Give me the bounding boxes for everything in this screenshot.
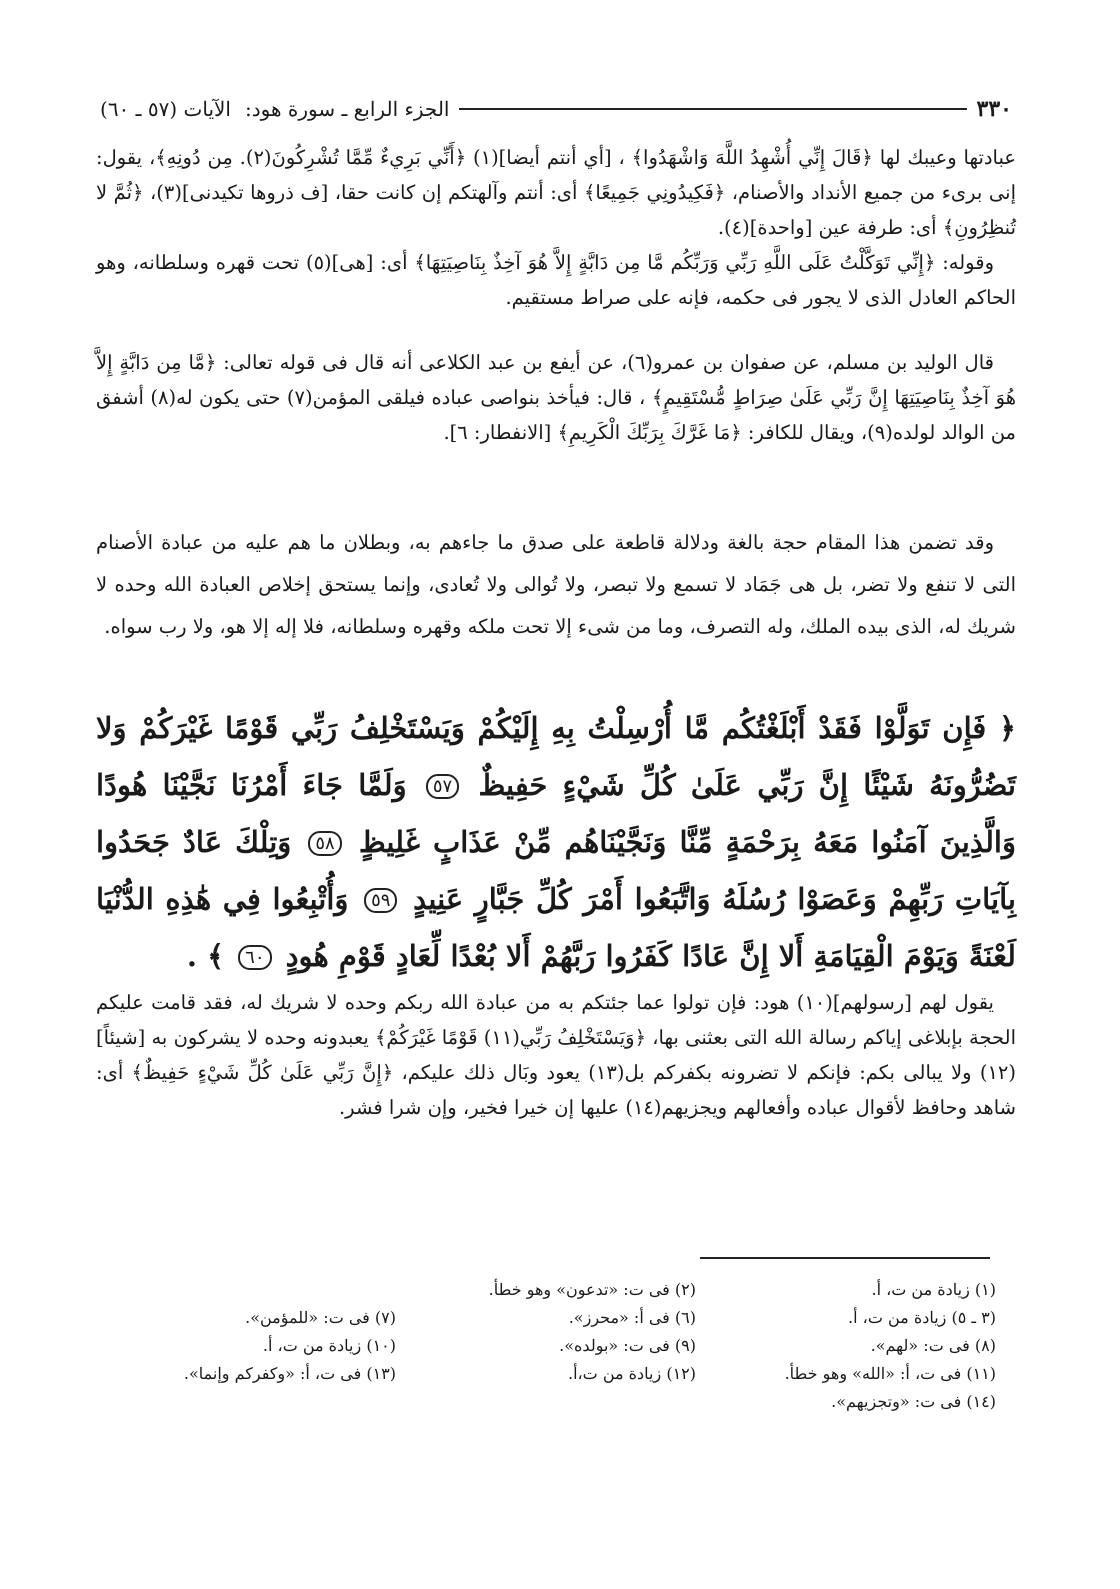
paragraph: يقول لهم [رسولهم](١٠) هود: فإن تولوا عما جئتكم به من عبادة الله ربكم وحده لا شريك له، فقد قامت عليكم الحجة بإبلاغى إياكم رسالة الله التى بعثنى بها، ﴿وَيَسْتَخْلِفُ رَبِّي(١١) قَوْمًا غَيْرَكُمْ﴾ يعبدونه وحده لا يشركون به [شيئاً](١٢) ولا يبالى بكم: فإنكم لا تضرونه بكفركم بل(١٣) يعود وبَال ذلك عليكم، ﴿إِنَّ رَبِّي عَلَىٰ كُلِّ شَيْءٍ حَفِيظٌ﴾ أى: شاهد وحافظ لأقوال عباده وأفعالهم ويجزيهم(١٤) عليها إن خيرا فخير، وإن شرا فشر. — [96, 991, 1016, 1119]
verse-text: فَإِن تَوَلَّوْا فَقَدْ أَبْلَغْتُكُم مَّا أُرْسِلْتُ بِهِ إِلَيْكُمْ وَيَسْتَخْلِفُ رَبِّي قَوْمًا غَيْرَكُمْ وَلا تَضُرُّونَهُ شَيْئًا إِنَّ رَبِّي عَلَىٰ كُلِّ شَيْءٍ حَفِيظٌ — [96, 711, 1016, 802]
footnote-row — [96, 1276, 996, 1304]
paragraph: عبادتها وعيبك لها ﴿قَالَ إِنِّي أُشْهِدُ اللَّهَ وَاشْهَدُوا﴾ ، [أي أنتم أيضا](١) ﴿أَنِّي بَرِيءٌ مِّمَّا تُشْرِكُونَ(٢). مِن دُونِهِ﴾، يقول: إنى برىء من جميع الأنداد والأصنام، ﴿فَكِيدُونِي جَمِيعًا﴾ أى: أنتم وآلهتكم إن كانت حقا، [ف ذروها تكيدنى](٣)، ﴿ثُمَّ لا تُنظِرُونِ﴾ أى: طرفة عين [واحدة](٤). — [96, 146, 1017, 239]
paragraph: وقوله: ﴿إِنِّي تَوَكَّلْتُ عَلَى اللَّهِ رَبِّي وَرَبِّكُم مَّا مِن دَابَّةٍ إِلاَّ هُوَ آخِذٌ بِنَاصِيَتِهَا﴾ أى: [هى](٥) تحت قهره وسلطانه، وهو الحاكم العادل الذى لا يجور فى حكمه، فإنه على صراط مستقيم. — [96, 251, 1016, 309]
footnote: (٨) فى ت: «لهم». — [870, 1336, 996, 1355]
footnote: (٦) فى أ: «محرز». — [568, 1308, 696, 1327]
ayah-number-marker: ٥٨ — [308, 831, 341, 856]
footnote — [396, 1388, 696, 1416]
footnote-row — [96, 1304, 996, 1332]
quran-verse-block — [96, 700, 1016, 985]
footnote: (١٠) زيادة من ت، أ. — [262, 1336, 396, 1355]
footnote: (١٤) فى ت: «وتجزيهم». — [831, 1392, 996, 1411]
footnote-row — [96, 1360, 996, 1388]
paragraph: قال الوليد بن مسلم، عن صفوان بن عمرو(٦)، عن أيفع بن عبد الكلاعى أنه قال فى قوله تعالى: ﴿مَّا مِن دَابَّةٍ إِلاَّ هُوَ آخِذٌ بِنَاصِيَتِهَا إِنَّ رَبِّي عَلَىٰ صِرَاطٍ مُّسْتَقِيمٍ﴾ ، قال: فيأخذ بنواصى عباده فيلقى المؤمن(٧) حتى يكون له(٨) أشفق من الوالد لولده(٩)، ويقال للكافر: ﴿مَا غَرَّكَ بِرَبِّكَ الْكَرِيمِ﴾ [الانفطار: ٦]. — [96, 351, 1016, 444]
footnote: (١١) فى ت، أ: «الله» وهو خطأ. — [784, 1364, 996, 1383]
verse-range: الآيات (٥٧ ـ ٦٠) — [100, 97, 231, 121]
header-rule — [459, 108, 966, 110]
footnote-row — [96, 1332, 996, 1360]
verse-text: وَأُتْبِعُوا فِي هَٰذِهِ الدُّنْيَا لَعْنَةً وَيَوْمَ الْقِيَامَةِ أَلا إِنَّ عَادًا كَفَرُوا رَبَّهُمْ أَلا بُعْدًا لِّعَادٍ قَوْمِ هُودٍ — [96, 882, 1016, 973]
paragraph: وقد تضمن هذا المقام حجة بالغة ودلالة قاطعة على صدق ما جاءهم به، وبطلان ما هم عليه من عبادة الأصنام التى لا تنفع ولا تضر، بل هى جَمَاد لا تسمع ولا تبصر، ولا تُوالى ولا تُعادى، وإنما يستحق إخلاص العبادة الله وحده لا شريك له، الذى بيده الملك، وله التصرف، وما من شىء إلا تحت ملكه وقهره وسلطانه، فلا إله إلا هو، ولا رب سواه. — [96, 531, 1016, 638]
footnote: (١٣) فى ت، أ: «وكفركم وإنما». — [183, 1364, 396, 1383]
commentary-block-1 — [96, 140, 1016, 315]
footnote: (١) زيادة من ت، أ. — [871, 1280, 996, 1299]
footnote: (٣ ـ ٥) زيادة من ت، أ. — [848, 1308, 996, 1327]
footnote-row — [96, 1388, 996, 1416]
ayah-number-marker: ٥٩ — [364, 888, 397, 913]
footnotes — [96, 1276, 996, 1416]
footnote: (٢) فى ت: «تدعون» وهو خطأ. — [488, 1280, 696, 1299]
commentary-block-3 — [96, 522, 1016, 648]
running-title: الجزء الرابع ـ سورة هود: — [244, 97, 450, 121]
verse-text: وَلَمَّا جَاءَ أَمْرُنَا نَجَّيْنَا هُودًا وَالَّذِينَ آمَنُوا مَعَهُ بِرَحْمَةٍ مِّنَّا وَنَجَّيْنَاهُم مِّنْ عَذَابٍ غَلِيظٍ — [96, 768, 1016, 859]
commentary-block-4 — [96, 985, 1016, 1125]
footnote: (٧) فى ت: «للمؤمن». — [245, 1308, 396, 1327]
footnote — [96, 1276, 396, 1304]
verse-text: وَتِلْكَ عَادٌ جَحَدُوا بِآيَاتِ رَبِّهِمْ وَعَصَوْا رُسُلَهُ وَاتَّبَعُوا أَمْرَ كُلِّ جَبَّارٍ عَنِيدٍ — [96, 825, 1016, 916]
footnote — [96, 1388, 396, 1416]
footnote: (٩) فى ت: «بولده». — [559, 1336, 696, 1355]
verse-open-bracket: ﴿ — [998, 711, 1016, 745]
ayah-number-marker: ٥٧ — [426, 774, 459, 799]
page-header — [100, 92, 1012, 126]
ayah-number-marker: ٦٠ — [238, 945, 271, 970]
footnote-separator — [700, 1257, 990, 1259]
page-number: ٣٣٠ — [976, 96, 1012, 122]
footnote: (١٢) زيادة من ت،أ. — [567, 1364, 696, 1383]
verse-close-bracket: ﴾ . — [186, 939, 225, 973]
commentary-block-2 — [96, 345, 1016, 450]
